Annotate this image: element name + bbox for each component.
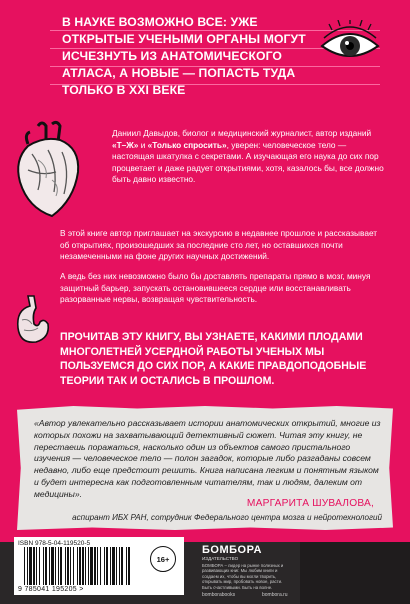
stomach-icon bbox=[14, 294, 52, 346]
eye-icon bbox=[318, 20, 382, 70]
para1-bold-title: «Только спросить» bbox=[147, 139, 227, 150]
publisher-name: БОМБОРА bbox=[202, 544, 262, 556]
para1-text: Даниил Давыдов, биолог и медицинский журналист, автор изданий bbox=[112, 128, 372, 138]
publisher-social: bomborabooks bbox=[202, 592, 236, 598]
barcode bbox=[22, 547, 134, 585]
isbn-label: ISBN 978-5-04-119520-5 bbox=[18, 540, 91, 547]
footer-dark-panel bbox=[300, 542, 410, 604]
para1-text: , уверен: человеческое тело — настоящая шкатулка с секретами. А изучающая его наука до сих пор процветает и даже радует открытиями, хотя, казалось бы, все должно быть давно известно. bbox=[112, 139, 384, 185]
author-intro-paragraph bbox=[112, 128, 384, 186]
publisher-site: bombora.ru bbox=[262, 592, 288, 598]
para1-bold-title: «Т–Ж» bbox=[112, 139, 139, 150]
publisher-subtitle: ИЗДАТЕЛЬСТВО bbox=[202, 556, 239, 561]
anatomical-heart-icon bbox=[8, 120, 86, 220]
age-rating-badge: 16+ bbox=[150, 546, 176, 572]
quote-author: МАРГАРИТА ШУВАЛОВА, bbox=[246, 498, 374, 509]
para1-text: и bbox=[138, 139, 148, 150]
review-quote: «Автор увлекательно рассказывает истории анатомических открытий, многие из которых похожи на захватывающий детективный сюжет. Читая эту книгу, не перестаешь поражаться, насколько один из объектов самого пристального изучения — человеческое тело — полон загадок, которые либо разгаданы совсем недавно, либо еще предстоит решить. Книга написана легким и понятным языком и будет интересна как подготовленным читателям, так и людям, далеким от медицины». bbox=[34, 418, 381, 499]
callout-text: ПРОЧИТАВ ЭТУ КНИГУ, ВЫ УЗНАЕТЕ, КАКИМИ ПЛОДАМИ МНОГОЛЕТНЕЙ УСЕРДНОЙ РАБОТЫ УЧЕНЫХ МЫ ПОЛЬЗУЕМСЯ ДО СИХ ПОР, А КАКИЕ ПРАВДОПОДОБНЫЕ ТЕОРИИ ТАК И ОСТАЛИСЬ В ПРОШЛОМ. bbox=[60, 331, 367, 387]
book-description-paragraph: В этой книге автор приглашает на экскурсию в недавнее прошлое и рассказывает об открытиях, произошедших за последние сто лет, но оставшихся почти незамеченными на фоне других научных достижений. bbox=[60, 228, 378, 262]
barcode-number: 9 785041 195205 > bbox=[18, 586, 84, 593]
discoveries-paragraph: А ведь без них невозможно было бы доставлять препараты прямо в мозг, минуя защитный барьер, запускать остановившееся сердце или восстанавливать разорванные нервы, возвращая чувствительность. bbox=[60, 271, 371, 305]
headline: В НАУКЕ ВОЗМОЖНО ВСЕ: УЖЕ ОТКРЫТЫЕ УЧЕНЫМИ ОРГАНЫ МОГУТ ИСЧЕЗНУТЬ ИЗ АНАТОМИЧЕСКОГО АТЛАСА, А НОВЫЕ — ПОПАСТЬ ТУДА ТОЛЬКО В XXI ВЕКЕ bbox=[62, 15, 306, 97]
quote-author-role: аспирант ИБХ РАН, сотрудник Федерального центра мозга и нейротехнологий bbox=[72, 513, 382, 522]
publisher-description: БОМБОРА – лидер на рынке полезных и развивающих книг. Мы любим книги и создаем их, чтобы вы могли творить, открывать мир, пробовать новое, расти. Быть счастливыми. Быть на волне. bbox=[202, 563, 284, 590]
